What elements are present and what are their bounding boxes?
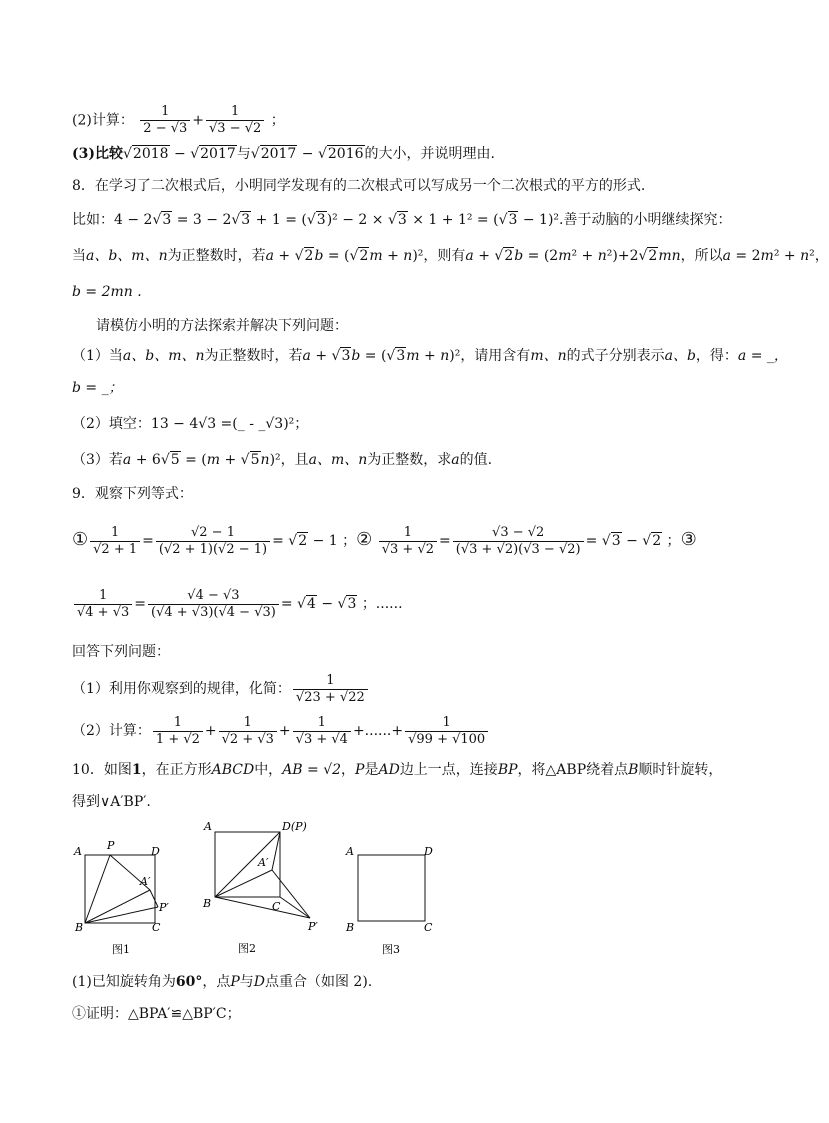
q8-line4: b = 2mn . [72,284,142,300]
fig2-label-B: B [203,897,212,910]
figure-3 [340,835,450,960]
fig2-label-A: A [204,820,212,833]
q8-part1-b: b = _； [72,380,123,396]
fig1-label-P-prime: P′ [159,901,169,914]
fig3-label-A: A [346,845,354,858]
fraction: $\frac{1}{2 - √3}$ [140,104,190,137]
q9-equations-1: ① $\frac{1}{√2 + 1}$ = $\frac{√2 - 1}{(√2 + 1)(√2 - 1)}$ = √2 − 1 ；② $\frac{1}{√3 + √2}$ = $\frac{√3 - √2}{(√3 + √2)(√3 - √2)}$ = √3 − √2 ；③ [72,524,697,557]
fig1-label-B: B [75,921,84,934]
figure-2 [200,818,330,958]
q10-line1: 10．如图1，在正方形ABCD中，AB = √2，P是AD边上一点，连接BP，将△ABP绕着点B顺时针旋转， [72,762,723,778]
fig3-label-D: D [424,845,433,858]
fig3-caption: 图3 [382,943,400,956]
q9-equations-2: $\frac{1}{√4 + √3}$ = $\frac{√4 - √3}{(√4 + √3)(√4 - √3)}$ = √4 − √3 ；...... [72,584,403,624]
q10-line2: 得到∨A′BP′. [72,794,151,810]
q7-part2-label: (2)计算： [72,112,134,129]
fig2-label-P-prime: P′ [308,920,318,933]
fig1-label-A-prime: A′ [140,875,151,888]
q7-part3: (3)比较√2018 − √2017与√2017 − √2016的大小，并说明理由. [72,146,495,162]
q9-part1: （1）利用你观察到的规律，化简： $\frac{1}{√23 + √22}$ [72,672,370,706]
fig1-label-C: C [152,921,161,934]
fig3-label-B: B [346,921,355,934]
fig1-label-P: P [107,839,115,852]
q8-intro: 请模仿小明的方法探索并解决下列问题： [96,318,348,334]
fig3-label-C: C [424,921,433,934]
fraction: $\frac{1}{√3 - √2}$ [206,104,264,137]
fig2-label-C: C [272,900,281,913]
q10-sub1: (1)已知旋转角为60°，点P与D点重合（如图 2). [72,974,373,990]
fig2-caption: 图2 [238,942,256,955]
fig1-label-D: D [151,845,160,858]
q8-line3: 当a、b、m、n为正整数时，若a + √2b = (√2m + n)²，则有a + √2b = (2m² + n²)+2√2mn，所以a = 2m² + n²， [72,248,829,264]
q7-part2: (2)计算： $\frac{1}{2 - √3}$ + $\frac{1}{√3 - √2}$ ； [72,104,285,136]
figure-1 [70,835,180,960]
q8-example: 比如：4 − 2√3 = 3 − 2√3 + 1 = (√3)² − 2 × √3 × 1 + 1² = (√3 − 1)².善于动脑的小明继续探究： [72,212,732,228]
q10-proof: ①证明：△BPA′≌△BP′C； [72,1006,241,1022]
fig2-label-D: D(P) [282,820,307,833]
q8-part2: （2）填空：13 − 4√3 =(_ - _√3)²； [72,416,309,432]
fig1-label-A: A [74,845,82,858]
q9-part2: （2）计算： $\frac{1}{1 + √2}$ + $\frac{1}{√2 + √3}$ + $\frac{1}{√3 + √4}$ +......+ $\frac{1}{√99 + √100}$ [72,714,490,748]
q8-title: 8．在学习了二次根式后，小明同学发现有的二次根式可以写成另一个二次根式的平方的形式. [72,178,646,194]
q9-answer: 回答下列问题： [72,644,170,660]
fig1-caption: 图1 [112,943,130,956]
q8-part3: （3）若a + 6√5 = (m + √5n)²，且a、m、n为正整数，求a的值. [72,452,493,468]
q8-part1: （1）当a、b、m、n为正整数时，若a + √3b = (√3m + n)²，请用含有m、n的式子分别表示a、b，得：a = _， [72,348,788,364]
q9-title: 9．观察下列等式： [72,486,193,502]
fig2-label-A-prime: A′ [258,856,269,869]
